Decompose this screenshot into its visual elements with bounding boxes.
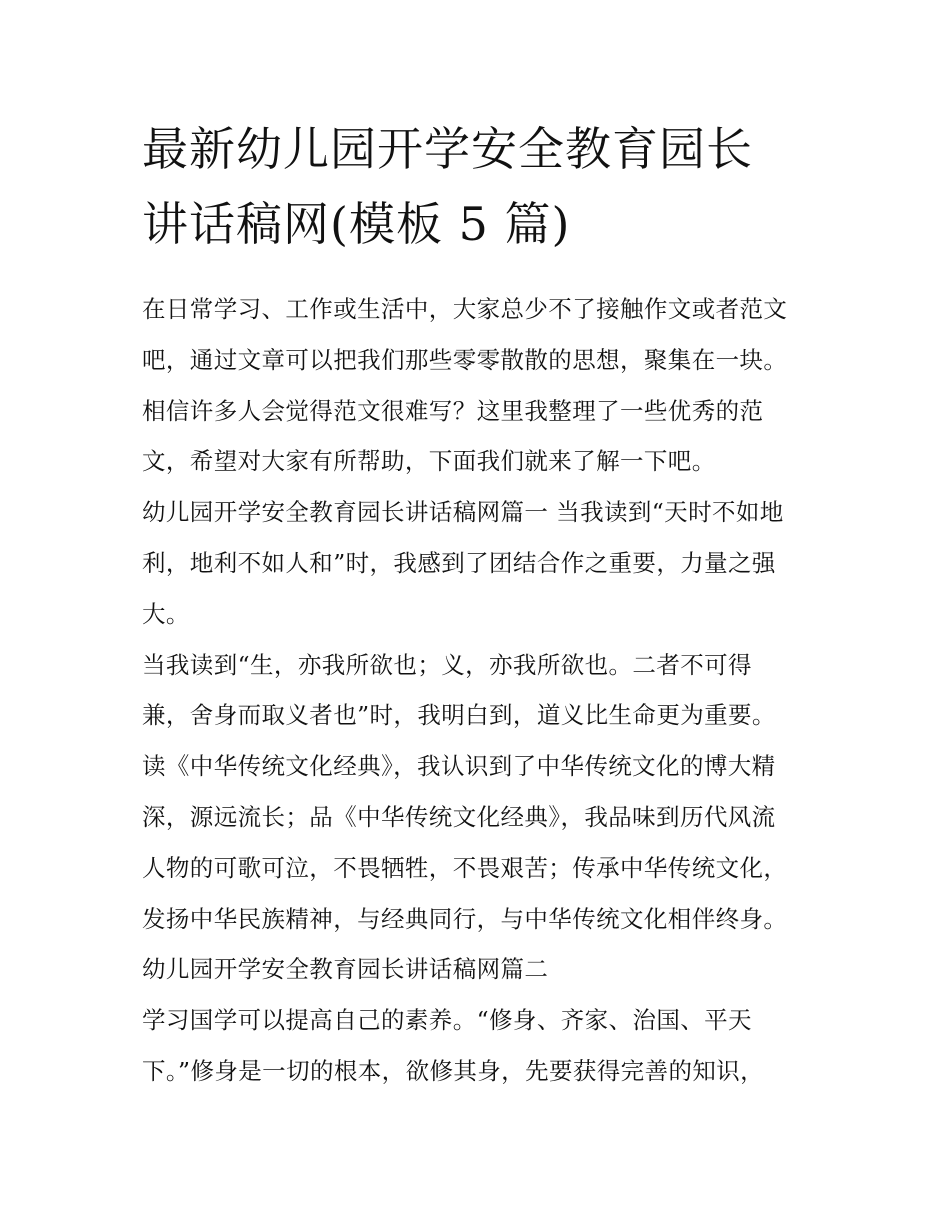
paragraph-line: 文，希望对大家有所帮助，下面我们就来了解一下吧。 <box>142 447 716 476</box>
paragraph-line: 相信许多人会觉得范文很难写？这里我整理了一些优秀的范 <box>142 396 764 425</box>
title-line: 讲话稿网(模板 5 篇) <box>142 197 571 251</box>
paragraph-line: 深，源远流长；品《中华传统文化经典》，我品味到历代风流 <box>142 802 776 831</box>
paragraph-line: 幼儿园开学安全教育园长讲话稿网篇一 当我读到“天时不如地 <box>142 498 784 527</box>
paragraph-line: 学习国学可以提高自己的素养。“修身、齐家、治国、平天 <box>142 1006 752 1035</box>
paragraph-line: 发扬中华民族精神，与经典同行，与中华传统文化相伴终身。 <box>142 904 788 933</box>
paragraph-line: 当我读到“生，亦我所欲也；义，亦我所欲也。二者不可得 <box>142 650 752 679</box>
paragraph-line: 在日常学习、工作或生活中，大家总少不了接触作文或者范文 <box>142 295 788 323</box>
section-heading-line: 幼儿园开学安全教育园长讲话稿网篇二 <box>142 955 549 984</box>
paragraph-line: 大。 <box>142 599 190 628</box>
paragraph-line: 读《中华传统文化经典》，我认识到了中华传统文化的博大精 <box>142 752 776 781</box>
paragraph-line: 下。”修身是一切的根本，欲修其身，先要获得完善的知识， <box>142 1056 765 1085</box>
document-title <box>142 112 822 262</box>
paragraph-line: 利，地利不如人和”时，我感到了团结合作之重要，力量之强 <box>142 548 776 577</box>
document-page <box>142 112 822 1097</box>
document-body <box>142 284 822 1097</box>
paragraph-line: 人物的可歌可泣，不畏牺牲，不畏艰苦；传承中华传统文化， <box>142 853 788 882</box>
paragraph-line: 吧，通过文章可以把我们那些零零散散的思想，聚集在一块。 <box>142 345 788 374</box>
title-line: 最新幼儿园开学安全教育园长 <box>142 122 753 176</box>
paragraph-line: 兼，舍身而取义者也”时，我明白到，道义比生命更为重要。 <box>142 701 776 730</box>
